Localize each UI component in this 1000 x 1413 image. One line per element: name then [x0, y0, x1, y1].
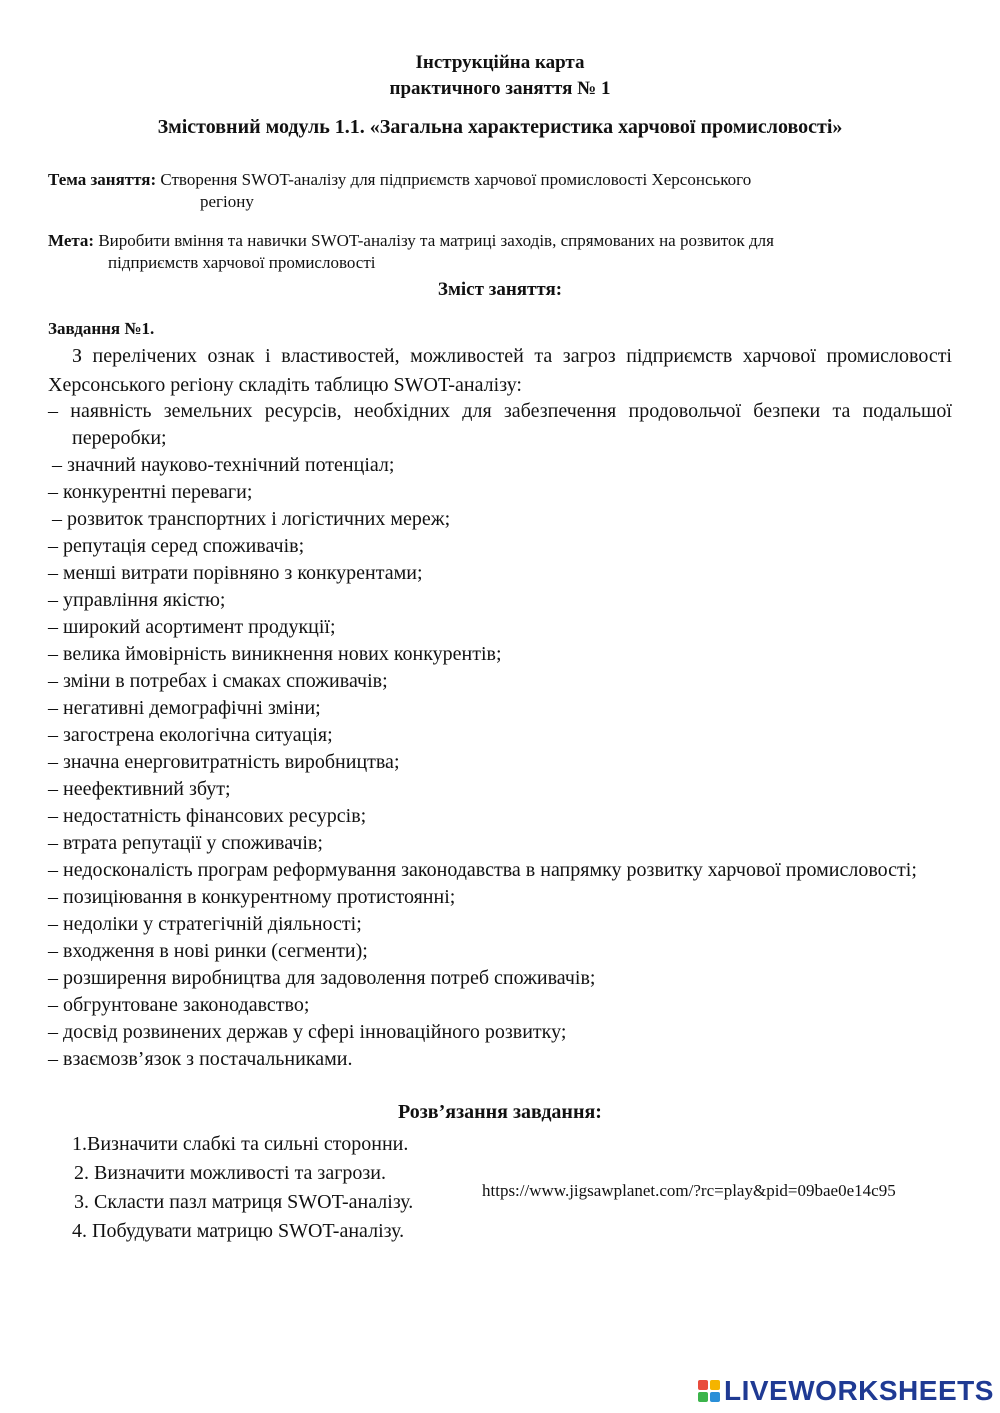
module-heading: Змістовний модуль 1.1. «Загальна характеристика харчової промисловості» [157, 116, 843, 138]
list-item: – обгрунтоване законодавство; [48, 994, 310, 1016]
topic-block [48, 169, 952, 213]
content-heading: Зміст заняття: [437, 279, 563, 300]
feature-list [48, 398, 952, 1073]
list-item: – взаємозв’язок з постачальниками. [48, 1048, 353, 1070]
list-item: – недосконаліcть програм реформування законодавства в напрямку розвитку харчової промисловості; [48, 859, 917, 881]
list-item: – негативні демографічні зміни; [48, 697, 321, 719]
list-item: – недостатність фінансових ресурсів; [48, 805, 367, 827]
liveworksheets-brand[interactable] [698, 1375, 994, 1407]
list-item: – велика ймовірність виникнення нових конкурентів; [48, 643, 502, 665]
solution-heading: Розв’язання завдання: [398, 1101, 602, 1123]
list-item: – значна енерговитратність виробництва; [48, 751, 400, 773]
list-item: – загострена екологічна ситуація; [48, 724, 333, 746]
topic-label: Тема заняття: [48, 170, 157, 189]
puzzle-link[interactable]: https://www.jigsawplanet.com/?rc=play&pid=09bae0e14c95 [482, 1181, 896, 1200]
list-item: – управління якістю; [48, 589, 226, 611]
list-item: – недоліки у стратегічній діяльності; [48, 913, 362, 935]
list-item: – входження в нові ринки (сегменти); [48, 940, 368, 962]
document-title-line1: Інструкційна карта [415, 52, 585, 73]
step-item: 4. Побудувати матрицю SWOT-аналізу. [72, 1220, 405, 1242]
topic-text-line2: регіону [200, 192, 254, 211]
liveworksheets-logo-icon [698, 1380, 720, 1402]
step-item: 3. Скласти пазл матриця SWOT-аналізу. [74, 1191, 414, 1213]
list-item: – широкий асортимент продукції; [48, 616, 336, 638]
goal-block [48, 230, 952, 274]
list-item: – позиціювання в конкурентному протистоянні; [48, 886, 456, 908]
list-item: – конкурентні переваги; [48, 481, 253, 503]
topic-text-line1: Створення SWOT-аналізу для підприємств харчової промисловості Херсонського [160, 170, 752, 189]
solution-steps [72, 1130, 413, 1246]
brand-name: LIVEWORKSHEETS [724, 1375, 994, 1406]
document-title-line2: практичного заняття № 1 [389, 78, 611, 99]
list-item: – наявність земельних ресурсів, необхідних для забезпечення продовольчої безпеки та подальшої переробки; [48, 400, 952, 449]
list-item: – розвиток транспортних і логістичних мереж; [52, 508, 451, 530]
goal-text-line2: підприємств харчової промисловості [108, 253, 376, 272]
step-item: 1.Визначити слабкі та сильні сторонни. [72, 1133, 409, 1155]
list-item: – репутація серед споживачів; [48, 535, 305, 557]
list-item: – розширення виробництва для задоволення потреб споживачів; [48, 967, 596, 989]
list-item: – менші витрати порівняно з конкурентами; [48, 562, 423, 584]
step-item: 2. Визначити можливості та загрози. [74, 1162, 387, 1184]
task-intro: З перелічених ознак і властивостей, можливостей та загроз підприємств харчової промисловості Херсонського регіону складіть таблицю SWOT-аналізу: [48, 345, 952, 396]
list-item: – досвід розвинених держав у сфері інноваційного розвитку; [48, 1021, 567, 1043]
goal-label: Мета: [48, 231, 95, 250]
list-item: – неефективний збут; [48, 778, 231, 800]
list-item: – значний науково-технічний потенціал; [52, 454, 395, 476]
task-heading: Завдання №1. [48, 319, 155, 338]
list-item: – зміни в потребах і смаках споживачів; [48, 670, 388, 692]
list-item: – втрата репутації у споживачів; [48, 832, 323, 854]
goal-text-line1: Виробити вміння та навички SWOT-аналізу та матриці заходів, спрямованих на розвиток для [98, 231, 774, 250]
